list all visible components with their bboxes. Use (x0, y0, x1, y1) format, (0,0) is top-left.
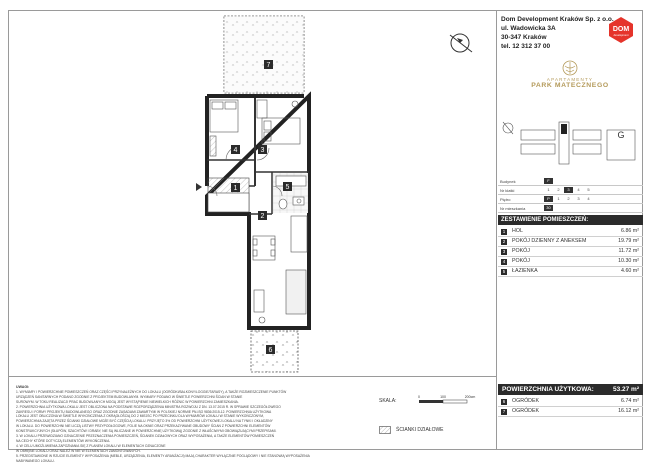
notes-heading: UWAGI: (16, 385, 30, 389)
location-row (498, 195, 643, 204)
svg-text:4: 4 (233, 147, 238, 154)
room-number: 3 (502, 248, 506, 254)
garden-area: 6.74 m² (621, 398, 639, 404)
location-cell: 3 (564, 187, 573, 193)
floor-plan (9, 11, 496, 376)
svg-text:200cm: 200cm (464, 395, 476, 399)
svg-text:6: 6 (268, 347, 273, 354)
location-row (498, 177, 643, 186)
note-line: 1. WYMIARY I POWIERZCHNIE POMIESZCZEŃ ORAZ CZĘŚCI PRZYNALEŻNYCH DO LOKALU (OGRÓDKI/BALKONY/LOGGIE/TARASY), A TAKŻE ROZMIESZCZENIE PUNKTÓW (16, 389, 287, 394)
garden-7 (224, 16, 304, 93)
room-tag-1 (231, 183, 240, 192)
room-tag-7 (264, 60, 273, 69)
garden-number: 6 (502, 398, 506, 404)
room-number: 5 (502, 268, 506, 274)
room-area: 10.30 m² (618, 258, 639, 264)
svg-text:1: 1 (233, 185, 238, 192)
room-tag-3 (258, 145, 267, 154)
brand-name: PARK MATECZNEGO (531, 82, 609, 89)
brand-logo (497, 59, 643, 89)
location-cell: 2 (557, 187, 560, 192)
location-cell: P (544, 196, 553, 202)
room-name: HOL (512, 228, 523, 234)
note-line: 3. W LOKALU PRZEWIDZIANO OZNACZENIE PRZEZNACZENIA POMIESZCZEŃ, ŚCIANEK DZIAŁOWYCH ORAZ WYPOSAŻENIA, A TAKŻE ELEMENTÓW POMIESZCZEŃ (16, 434, 275, 439)
garden-row (498, 397, 643, 407)
room-row (498, 257, 643, 267)
note-line: SUROWYM. W TOKU REALIZACJI PRAC BUDOWLANYCH MOGĄ JEST WYSTĄPIENIE NIEWIELKICH RÓŻNIC W POWIERZCHNI ZAMIESZKANIA. (16, 399, 239, 404)
scale-graphic (415, 394, 485, 406)
garden-area: 16.12 m² (618, 408, 639, 414)
location-cell: 4 (577, 187, 580, 192)
note-line: 4. W CELU UMOŻLIWIENIA ZAPOZNANIA SIĘ Z PLANEM LOKALU W ELEMENTACH OZNACZONE (16, 443, 166, 448)
note-line: W OBRĘBIE LOKALU ORAZ NALEŻ W NIE W ELEMENTACH ZAMONTOWANYCH. (16, 448, 141, 453)
usable-area-value: 53.27 m² (612, 386, 639, 393)
company-street: ul. Wadowicka 3A (501, 25, 556, 32)
rooms-heading: ZESTAWIENIE POMIESZCZEŃ: (498, 215, 643, 225)
note-line: W LOKALU. DO POWIERZCHNI NIE LICZĄ LISTWY PRZYPODŁOGOWE, FOLIE NA OKNIE ORAZ PRZEKAZYWANE OBUDOWY ŚCIAN Z POWIERZCHNI ELEMENTÓW (16, 424, 271, 429)
company-name: Dom Development Kraków Sp. z o.o. (501, 16, 614, 23)
room-name: POKÓJ (512, 258, 530, 264)
location-cell: F (544, 178, 553, 184)
room-tag-2 (258, 211, 267, 220)
location-row (498, 186, 643, 195)
location-cell: 5 (587, 187, 590, 192)
svg-text:5: 5 (285, 184, 290, 191)
svg-text:3: 3 (260, 147, 265, 154)
bed-room-3 (257, 100, 300, 144)
room-row (498, 247, 643, 257)
garden-row (498, 407, 643, 417)
room-row (498, 237, 643, 247)
svg-text:7: 7 (266, 62, 271, 69)
garden-name: OGRÓDEK (512, 398, 540, 404)
notes (16, 385, 326, 464)
garden-name: OGRÓDEK (512, 408, 540, 414)
note-line: LOKALU JEST OBLICZONA W ŚWIETLE WYKOŃCZENIA Z OKRĄGŁOŚCIĄ DO 2 MIEJSC PO PRZECINKU DLA WYMIARÓW LOKALU W STANIE WYKOŃCZONYM, (16, 414, 264, 419)
room-area: 19.79 m² (618, 238, 639, 244)
site-keyplan (499, 116, 639, 171)
note-line: KONSTRUKCYJNYCH (SŁUPÓW, SZACHTÓW I DRABY, NIE SĄ WLICZANE W POWIERZCHNIĘ UŻYTKOWĄ) ZGODNIE Z WŁAŚCIWYMI OBOWIĄZUJĄCYMI PRZEPISAMI. (16, 429, 277, 434)
note-line: NA CECHY KTÓRE DOTYCZĄ ELEMENTÓW WYKOŃCZENIA. (16, 438, 111, 443)
company-address (501, 15, 614, 51)
scale-label: SKALA: (379, 398, 397, 404)
note-line: URZĄDZEŃ SANITARNYCH PODANO ZGODNIE Z PROJEKTEM BUDOWLANYM. WYMIARY PODANO W ŚWIETLE POWIERZCHNI ŚCIAN W STANIE (16, 394, 243, 399)
svg-text:2: 2 (260, 213, 265, 220)
scale-bar (379, 394, 489, 406)
room-tag-6 (266, 345, 275, 354)
note-line: 5. PRZEDSTAWIONE W RZUCIE ELEMENTY WYPOSAŻENIA (MEBLE, URZĄDZENIA, ELEMENTY ARANŻACJI) MAJĄ CHARAKTER WYŁĄCZNIE POGLĄDOWY I NIE STANOWIĄ WYPOSAŻENIA NABYWANEGO LOKALU. (16, 453, 310, 463)
svg-text:DOM: DOM (612, 26, 630, 33)
keyplan-building-label: G (617, 130, 625, 140)
partition-wall-label: ŚCIANKI DZIAŁOWE (396, 427, 444, 433)
room-area: 11.72 m² (618, 248, 639, 254)
location-table (498, 177, 643, 213)
north-compass-icon (448, 31, 474, 55)
room-tag-5 (283, 182, 292, 191)
room-row (498, 267, 643, 277)
brand-emblem-icon (561, 59, 579, 77)
room-area: 4.60 m² (621, 268, 639, 274)
note-line: POWIERZCHNIA ZAJĘTA PRZEZ ŚCIANKI DZIAŁOWE MOŻE BYĆ CZĘŚCIĄ LOKALU. PRZYJĘTO 3% OD POWIERZCHNI UŻYTKOWEJ LOKALU NA TYNKI I OKŁADZINY (16, 419, 273, 424)
room-number: 1 (502, 228, 506, 234)
garden-number: 7 (502, 408, 506, 414)
location-cell: 30 (544, 205, 553, 211)
location-row-label: Budynek (500, 178, 516, 184)
location-cell: 1 (547, 187, 550, 192)
location-row (498, 204, 643, 213)
room-name: POKÓJ DZIENNY Z ANEKSEM (512, 238, 587, 244)
legend-partition-walls (379, 424, 489, 436)
svg-text:0: 0 (418, 395, 420, 399)
usable-area-label: POWIERZCHNIA UŻYTKOWA: (502, 386, 594, 393)
note-line: ZAKRESU I FORMY PROJEKTU BUDOWLANEGO ORAZ ZGODNIE ZASADAMI ZAWARTYMI W POLSKIEJ NORMIE PN-ISO 9836:2015-12. POWIERZCHNIA UŻYTKOWA (16, 409, 272, 414)
room-name: POKÓJ (512, 248, 530, 254)
room-area: 6.86 m² (621, 228, 639, 234)
location-cell: 2 (567, 196, 570, 201)
svg-text:100: 100 (440, 395, 446, 399)
room-row (498, 227, 643, 237)
kitchen-living-furniture (253, 216, 307, 323)
dom-development-logo (607, 16, 635, 44)
notes-lines (16, 390, 326, 464)
usable-area-bar (498, 384, 643, 395)
room-tag-4 (231, 145, 240, 154)
company-phone: tel. 12 312 37 00 (501, 43, 551, 50)
location-cell: 4 (587, 196, 590, 201)
location-cell: 1 (557, 196, 560, 201)
svg-text:development: development (613, 34, 629, 37)
room-name: ŁAZIENKA (512, 268, 538, 274)
location-row-label: Nr mieszkania (500, 205, 526, 211)
brand-tagline: APARTAMENTY (546, 77, 594, 82)
location-row-label: Nr klatki (500, 187, 515, 193)
location-cell: 3 (577, 196, 580, 201)
company-city: 30-347 Kraków (501, 34, 547, 41)
room-number: 2 (502, 238, 506, 244)
info-panel (496, 11, 643, 449)
note-line: 2. POWIERZCHNIA UŻYTKOWA LOKALU JEST OBLICZONA NA PODSTAWIE ROZPORZĄDZENIA MINISTRA ROZWOJU Z DN. 13.07.2015 R. W SPRAWIE SZCZEGÓŁOWEGO (16, 404, 281, 409)
entrance-arrow (196, 183, 202, 191)
room-number: 4 (502, 258, 506, 264)
location-row-label: Piętro (500, 196, 511, 202)
partition-wall-swatch (379, 426, 391, 434)
